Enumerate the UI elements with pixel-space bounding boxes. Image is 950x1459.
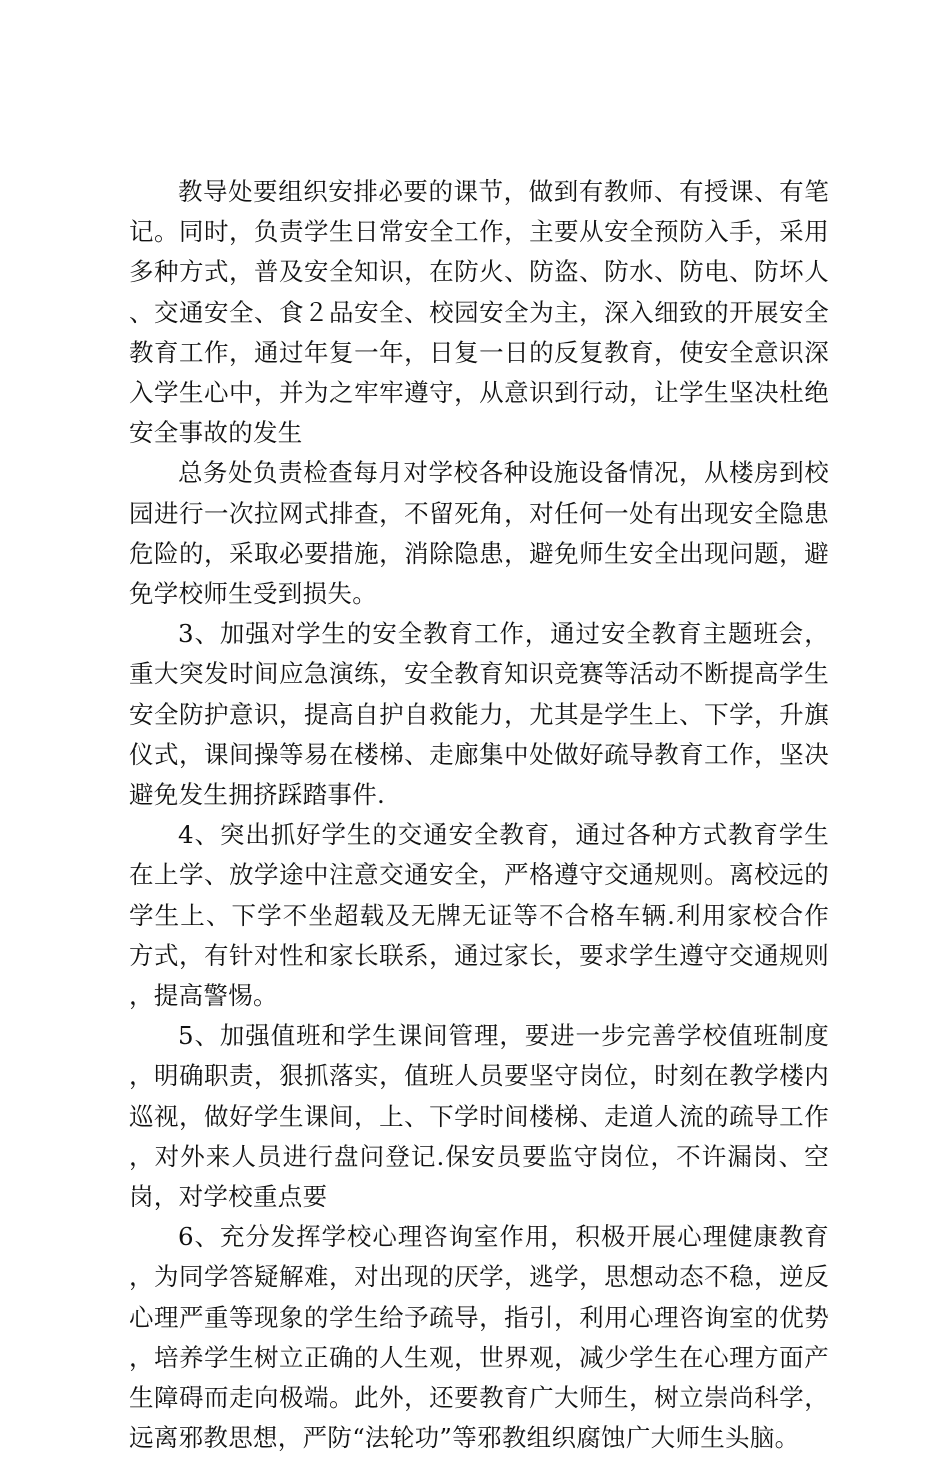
paragraph-item-6: 6、充分发挥学校心理咨询室作用，积极开展心理健康教育，为同学答疑解难，对出现的厌学，逃学，思想动态不稳，逆反心理严重等现象的学生给予疏导，指引，利用心理咨询室的优势，培养学生树立正确的人生观，世界观，减少学生在心理方面产生障碍而走向极端。此外，还要教育广大师生，树立崇尚科学，远离邪教思想，严防“法轮功”等邪教组织腐蚀广大师生头脑。	[129, 1222, 829, 1453]
document-body	[129, 172, 829, 1459]
paragraph-academic-affairs: 教导处要组织安排必要的课节，做到有教师、有授课、有笔记。同时，负责学生日常安全工作，主要从安全预防入手，采用多种方式，普及安全知识，在防火、防盗、防水、防电、防坏人、交通安全、食２品安全、校园安全为主，深入细致的开展安全教育工作，通过年复一年，日复一日的反复教育，使安全意识深入学生心中，并为之牢牢遵守，从意识到行动，让学生坚决杜绝安全事故的发生	[129, 177, 829, 448]
paragraph-general-affairs: 总务处负责检查每月对学校各种设施设备情况，从楼房到校园进行一次拉网式排查，不留死角，对任何一处有出现安全隐患危险的，采取必要措施，消除隐患，避免师生安全出现问题，避免学校师生受到损失。	[129, 458, 829, 609]
paragraph-item-5: 5、加强值班和学生课间管理，要进一步完善学校值班制度，明确职责，狠抓落实，值班人员要坚守岗位，时刻在教学楼内巡视，做好学生课间，上、下学时间楼梯、走道人流的疏导工作，对外来人员进行盘问登记.保安员要监守岗位，不许漏岗、空岗，对学校重点要	[129, 1021, 829, 1212]
paragraph-item-4: 4、突出抓好学生的交通安全教育，通过各种方式教育学生在上学、放学途中注意交通安全，严格遵守交通规则。离校远的学生上、下学不坐超载及无牌无证等不合格车辆.利用家校合作方式，有针对性和家长联系，通过家长，要求学生遵守交通规则，提高警惕。	[129, 820, 829, 1011]
paragraph-item-3: 3、加强对学生的安全教育工作，通过安全教育主题班会，重大突发时间应急演练，安全教育知识竞赛等活动不断提高学生安全防护意识，提高自护自救能力，尤其是学生上、下学，升旗仪式，课间操等易在楼梯、走廊集中处做好疏导教育工作，坚决避免发生拥挤踩踏事件.	[129, 619, 829, 810]
